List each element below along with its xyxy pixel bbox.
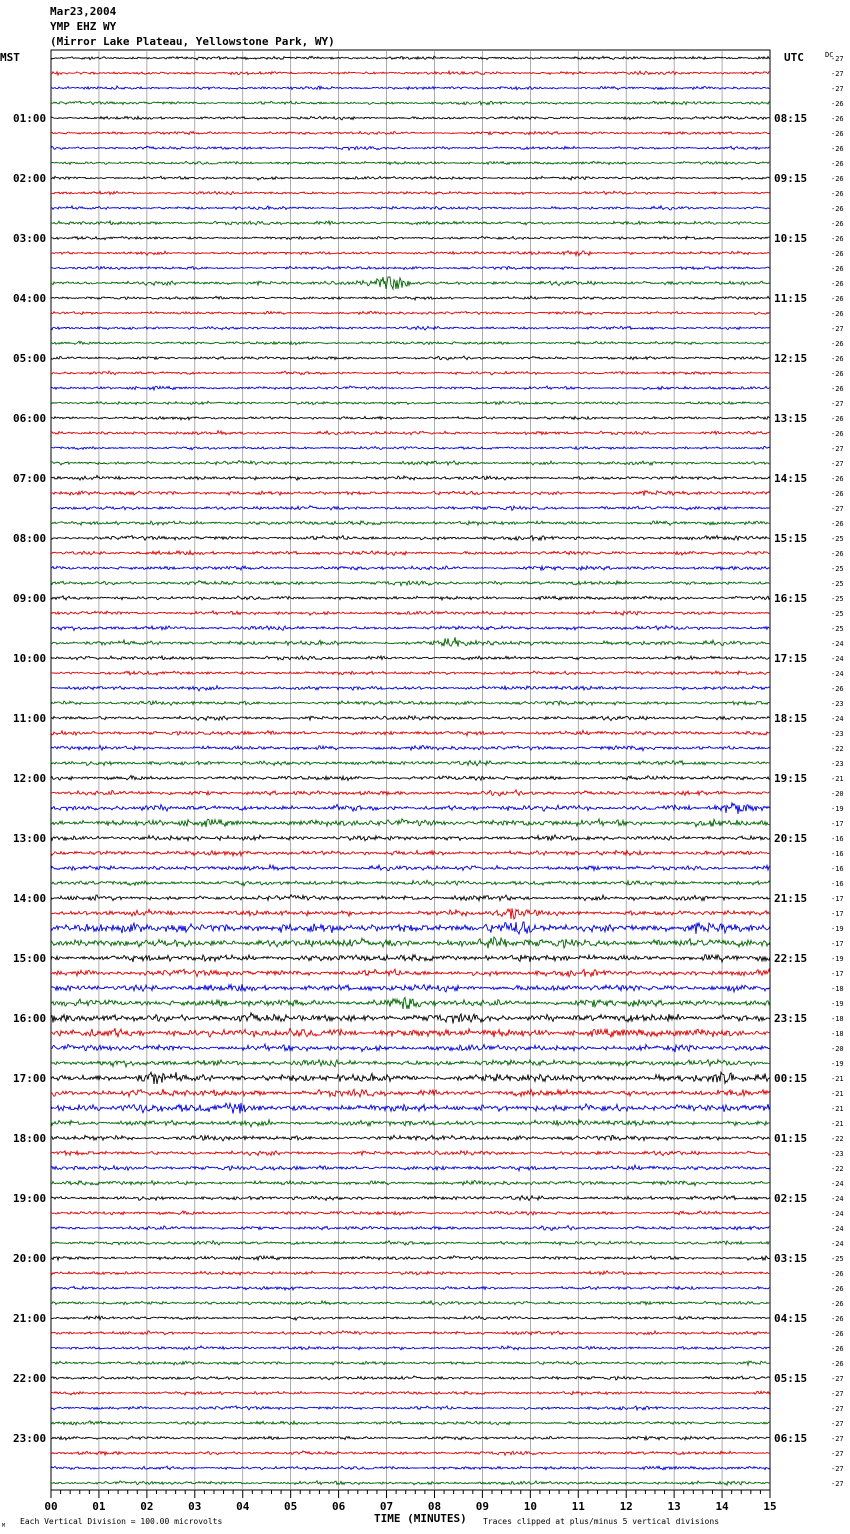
- scale-note: Each Vertical Division = 100.00 microvolts: [20, 1517, 223, 1526]
- dc-offset-label: -23: [831, 760, 844, 768]
- left-hour-label: 17:00: [13, 1072, 47, 1085]
- dc-offset-label: -26: [831, 550, 844, 558]
- right-hour-label: 20:15: [774, 832, 808, 845]
- trace-row: [51, 386, 770, 390]
- trace-row: [51, 341, 770, 345]
- left-hour-label: 13:00: [13, 832, 47, 845]
- dc-offset-label: -26: [831, 220, 844, 228]
- trace-row: [51, 716, 770, 721]
- dc-offset-label: -24: [831, 1180, 844, 1188]
- dc-offset-label: -24: [831, 1225, 844, 1233]
- dc-offset-label: -26: [831, 1300, 844, 1308]
- trace-row: [51, 908, 770, 919]
- trace-row: [51, 236, 770, 239]
- trace-row: [51, 997, 770, 1009]
- right-hour-label: 10:15: [774, 232, 808, 245]
- dc-offset-label: -19: [831, 805, 844, 813]
- trace-row: [51, 937, 770, 948]
- trace-row: [51, 1226, 770, 1231]
- dc-offset-label: -25: [831, 625, 844, 633]
- trace-row: [51, 566, 770, 570]
- trace-row: [51, 969, 770, 976]
- left-hour-label: 23:00: [13, 1432, 47, 1445]
- dc-offset-label: -26: [831, 415, 844, 423]
- trace-row: [51, 746, 770, 751]
- dc-offset-label: -26: [831, 1270, 844, 1278]
- dc-offset-label: -17: [831, 970, 844, 978]
- dc-offset-label: -21: [831, 1075, 844, 1083]
- x-tick-label: 10: [523, 1500, 537, 1513]
- right-hour-label: 01:15: [774, 1132, 808, 1145]
- dc-offset-label: -19: [831, 1000, 844, 1008]
- x-tick-label: 15: [763, 1500, 777, 1513]
- x-tick-label: 01: [92, 1500, 106, 1513]
- dc-offset-label: -20: [831, 790, 844, 798]
- dc-offset-label: -26: [831, 310, 844, 318]
- trace-row: [51, 671, 770, 675]
- dc-offset-label: -26: [831, 205, 844, 213]
- trace-row: [51, 551, 770, 556]
- trace-row: [51, 116, 770, 120]
- dc-offset-label: -24: [831, 670, 844, 678]
- dc-offset-label: -26: [831, 340, 844, 348]
- dc-offset-label: -18: [831, 985, 844, 993]
- trace-row: [51, 521, 770, 525]
- dc-offset-label: -26: [831, 235, 844, 243]
- dc-offset-label: -26: [831, 265, 844, 273]
- trace-row: [51, 1406, 770, 1410]
- dc-offset-label: -24: [831, 1195, 844, 1203]
- dc-offset-label: -18: [831, 1030, 844, 1038]
- dc-offset-label: -27: [831, 505, 844, 513]
- trace-row: [51, 761, 770, 766]
- trace-row: [51, 1013, 770, 1024]
- x-axis: [44, 1490, 776, 1513]
- trace-row: [51, 850, 770, 856]
- trace-row: [51, 176, 770, 180]
- x-tick-label: 04: [236, 1500, 250, 1513]
- dc-offset-label: -26: [831, 385, 844, 393]
- dc-offset-label: -22: [831, 1165, 844, 1173]
- dc-offset-label: -26: [831, 370, 844, 378]
- dc-offset-label: -27: [831, 1375, 844, 1383]
- trace-row: [51, 461, 770, 466]
- left-hour-label: 19:00: [13, 1192, 47, 1205]
- trace-row: [51, 1451, 770, 1456]
- trace-row: [51, 251, 770, 256]
- x-tick-label: 06: [331, 1500, 346, 1513]
- x-tick-label: 02: [140, 1500, 154, 1513]
- dc-offset-label: -24: [831, 655, 844, 663]
- dc-offset-label: -16: [831, 880, 844, 888]
- trace-row: [51, 776, 770, 781]
- dc-offset-label: -26: [831, 295, 844, 303]
- dc-offset-label: -21: [831, 1120, 844, 1128]
- left-hour-label: 04:00: [13, 292, 47, 305]
- right-hour-label: 14:15: [774, 472, 808, 485]
- dc-label: DC: [825, 51, 834, 59]
- trace-row: [51, 819, 770, 827]
- dc-offset-label: -26: [831, 475, 844, 483]
- left-hour-label: 15:00: [13, 952, 47, 965]
- seismic-traces: [51, 56, 770, 1485]
- dc-offset-label: -27: [831, 400, 844, 408]
- right-hour-label: 19:15: [774, 772, 808, 785]
- dc-offset-label: -26: [831, 685, 844, 693]
- dc-offset-label: -16: [831, 865, 844, 873]
- dc-offset-label: -27: [831, 1450, 844, 1458]
- dc-offset-label: -26: [831, 280, 844, 288]
- dc-offset-label: -26: [831, 1345, 844, 1353]
- dc-offset-label: -24: [831, 715, 844, 723]
- dc-offset-label: -25: [831, 565, 844, 573]
- dc-offset-label: -23: [831, 1150, 844, 1158]
- trace-row: [51, 266, 770, 269]
- left-hour-label: 18:00: [13, 1132, 47, 1145]
- trace-row: [51, 221, 770, 225]
- dc-offset-label: -27: [831, 70, 844, 78]
- right-hour-label: 11:15: [774, 292, 808, 305]
- dc-offset-label: -24: [831, 640, 844, 648]
- x-tick-label: 11: [571, 1500, 585, 1513]
- trace-row: [51, 161, 770, 164]
- trace-row: [51, 1346, 770, 1350]
- right-hour-label: 06:15: [774, 1432, 808, 1445]
- trace-row: [51, 686, 770, 691]
- right-hour-label: 12:15: [774, 352, 808, 365]
- dc-offset-label: -19: [831, 925, 844, 933]
- trace-row: [51, 476, 770, 481]
- clip-note: Traces clipped at plus/minus 5 vertical divisions: [483, 1517, 720, 1526]
- trace-row: [51, 1436, 770, 1440]
- trace-row: [51, 356, 770, 360]
- dc-offset-labels: [831, 55, 844, 1488]
- x-tick-label: 03: [188, 1500, 202, 1513]
- dc-offset-label: -25: [831, 535, 844, 543]
- x-tick-label: 13: [667, 1500, 681, 1513]
- trace-row: [51, 131, 770, 134]
- trace-row: [51, 191, 770, 195]
- trace-row: [51, 431, 770, 435]
- corner-mark: M: [2, 1523, 6, 1529]
- right-hour-label: 17:15: [774, 652, 808, 665]
- x-tick-label: 05: [284, 1500, 298, 1513]
- dc-offset-label: -24: [831, 1240, 844, 1248]
- trace-row: [51, 371, 770, 375]
- left-hour-label: 12:00: [13, 772, 47, 785]
- trace-row: [51, 296, 770, 300]
- trace-row: [51, 581, 770, 586]
- right-hour-label: 18:15: [774, 712, 808, 725]
- dc-offset-label: -16: [831, 835, 844, 843]
- trace-row: [51, 1286, 770, 1290]
- trace-row: [51, 1089, 770, 1097]
- left-hour-label: 07:00: [13, 472, 47, 485]
- dc-offset-label: -27: [831, 55, 844, 63]
- right-timezone-label: UTC: [784, 51, 804, 64]
- trace-row: [51, 656, 770, 660]
- dc-offset-label: -27: [831, 445, 844, 453]
- trace-row: [51, 56, 770, 60]
- dc-offset-label: -26: [831, 160, 844, 168]
- trace-row: [51, 1271, 770, 1275]
- dc-offset-label: -16: [831, 850, 844, 858]
- trace-row: [51, 895, 770, 901]
- right-hour-label: 13:15: [774, 412, 808, 425]
- trace-row: [51, 71, 770, 75]
- trace-row: [51, 146, 770, 150]
- dc-offset-label: -17: [831, 895, 844, 903]
- trace-row: [51, 277, 770, 289]
- dc-offset-label: -25: [831, 580, 844, 588]
- dc-offset-label: -26: [831, 430, 844, 438]
- trace-row: [51, 506, 770, 511]
- dc-offset-label: -26: [831, 490, 844, 498]
- right-hour-label: 23:15: [774, 1012, 808, 1025]
- trace-row: [51, 1060, 770, 1067]
- dc-offset-label: -19: [831, 1060, 844, 1068]
- dc-offset-label: -26: [831, 1330, 844, 1338]
- dc-offset-label: -26: [831, 145, 844, 153]
- dc-offset-label: -25: [831, 595, 844, 603]
- left-hour-labels: [13, 112, 46, 1445]
- trace-row: [51, 101, 770, 105]
- right-hour-label: 03:15: [774, 1252, 808, 1265]
- trace-row: [51, 1241, 770, 1245]
- trace-row: [51, 790, 770, 796]
- right-hour-label: 21:15: [774, 892, 808, 905]
- dc-offset-label: -25: [831, 610, 844, 618]
- trace-row: [51, 835, 770, 841]
- left-hour-label: 01:00: [13, 112, 47, 125]
- x-tick-label: 00: [44, 1500, 58, 1513]
- left-hour-label: 20:00: [13, 1252, 47, 1265]
- left-hour-label: 02:00: [13, 172, 47, 185]
- trace-row: [51, 206, 770, 210]
- trace-row: [51, 865, 770, 871]
- trace-row: [51, 1421, 770, 1425]
- dc-offset-label: -27: [831, 1390, 844, 1398]
- trace-row: [51, 1072, 770, 1084]
- dc-offset-label: -26: [831, 175, 844, 183]
- dc-offset-label: -17: [831, 940, 844, 948]
- trace-row: [51, 86, 770, 90]
- dc-offset-label: -20: [831, 1045, 844, 1053]
- dc-offset-label: -26: [831, 100, 844, 108]
- dc-offset-label: -26: [831, 1285, 844, 1293]
- trace-row: [51, 416, 770, 420]
- dc-offset-label: -26: [831, 190, 844, 198]
- left-hour-label: 03:00: [13, 232, 47, 245]
- trace-row: [51, 1391, 770, 1395]
- trace-row: [51, 446, 770, 449]
- dc-offset-label: -21: [831, 1105, 844, 1113]
- dc-offset-label: -27: [831, 85, 844, 93]
- station-location: (Mirror Lake Plateau, Yellowstone Park, WY): [50, 35, 335, 48]
- trace-row: [51, 1466, 770, 1470]
- right-hour-label: 04:15: [774, 1312, 808, 1325]
- trace-row: [51, 311, 770, 315]
- dc-offset-label: -27: [831, 460, 844, 468]
- trace-row: [51, 1211, 770, 1215]
- right-hour-label: 08:15: [774, 112, 808, 125]
- trace-row: [51, 1196, 770, 1201]
- x-tick-label: 14: [715, 1500, 729, 1513]
- right-hour-label: 00:15: [774, 1072, 808, 1085]
- left-hour-label: 09:00: [13, 592, 47, 605]
- right-hour-label: 22:15: [774, 952, 808, 965]
- right-hour-label: 05:15: [774, 1372, 808, 1385]
- trace-row: [51, 536, 770, 541]
- station-code: YMP EHZ WY: [50, 20, 117, 33]
- right-hour-label: 15:15: [774, 532, 808, 545]
- trace-row: [51, 401, 770, 405]
- trace-row: [51, 1301, 770, 1305]
- trace-row: [51, 626, 770, 631]
- trace-row: [51, 730, 770, 735]
- dc-offset-label: -26: [831, 355, 844, 363]
- trace-row: [51, 984, 770, 992]
- trace-row: [51, 637, 770, 646]
- trace-row: [51, 1481, 770, 1486]
- x-tick-label: 08: [427, 1500, 442, 1513]
- left-hour-label: 14:00: [13, 892, 47, 905]
- dc-offset-label: -23: [831, 730, 844, 738]
- left-hour-label: 05:00: [13, 352, 47, 365]
- right-hour-label: 02:15: [774, 1192, 808, 1205]
- dc-offset-label: -21: [831, 775, 844, 783]
- trace-row: [51, 1165, 770, 1171]
- trace-row: [51, 491, 770, 496]
- dc-offset-label: -26: [831, 115, 844, 123]
- left-hour-label: 11:00: [13, 712, 47, 725]
- trace-row: [51, 1044, 770, 1052]
- dc-offset-label: -27: [831, 1465, 844, 1473]
- trace-row: [51, 1256, 770, 1260]
- trace-row: [51, 922, 770, 934]
- dc-offset-label: -21: [831, 1090, 844, 1098]
- x-tick-label: 09: [475, 1500, 490, 1513]
- trace-row: [51, 326, 770, 330]
- trace-row: [51, 1028, 770, 1037]
- trace-row: [51, 955, 770, 962]
- dc-offset-label: -24: [831, 1210, 844, 1218]
- right-hour-labels: [774, 112, 807, 1445]
- left-hour-label: 10:00: [13, 652, 47, 665]
- trace-row: [51, 803, 770, 814]
- x-tick-label: 07: [379, 1500, 394, 1513]
- trace-row: [51, 1376, 770, 1380]
- right-hour-label: 09:15: [774, 172, 808, 185]
- chart-date: Mar23,2004: [50, 5, 117, 18]
- dc-offset-label: -19: [831, 955, 844, 963]
- dc-offset-label: -26: [831, 250, 844, 258]
- right-hour-label: 16:15: [774, 592, 808, 605]
- left-hour-label: 06:00: [13, 412, 47, 425]
- trace-row: [51, 1181, 770, 1186]
- dc-offset-label: -18: [831, 1015, 844, 1023]
- trace-row: [51, 1361, 770, 1365]
- trace-row: [51, 1151, 770, 1156]
- dc-offset-label: -26: [831, 130, 844, 138]
- dc-offset-label: -26: [831, 520, 844, 528]
- dc-offset-label: -27: [831, 325, 844, 333]
- dc-offset-label: -17: [831, 910, 844, 918]
- trace-row: [51, 701, 770, 705]
- trace-row: [51, 880, 770, 886]
- dc-offset-label: -26: [831, 1315, 844, 1323]
- dc-offset-label: -26: [831, 1360, 844, 1368]
- x-axis-title: TIME (MINUTES): [374, 1512, 467, 1525]
- dc-offset-label: -27: [831, 1480, 844, 1488]
- dc-offset-label: -17: [831, 820, 844, 828]
- trace-row: [51, 1135, 770, 1141]
- trace-row: [51, 1103, 770, 1114]
- dc-offset-label: -27: [831, 1405, 844, 1413]
- x-tick-label: 12: [619, 1500, 633, 1513]
- dc-offset-label: -25: [831, 1255, 844, 1263]
- trace-row: [51, 1331, 770, 1335]
- trace-row: [51, 1120, 770, 1127]
- left-timezone-label: MST: [0, 51, 20, 64]
- left-hour-label: 21:00: [13, 1312, 47, 1325]
- left-hour-label: 16:00: [13, 1012, 47, 1025]
- trace-row: [51, 596, 770, 600]
- dc-offset-label: -27: [831, 1435, 844, 1443]
- trace-row: [51, 611, 770, 616]
- dc-offset-label: -22: [831, 1135, 844, 1143]
- left-hour-label: 22:00: [13, 1372, 47, 1385]
- dc-offset-label: -22: [831, 745, 844, 753]
- trace-row: [51, 1316, 770, 1320]
- dc-offset-label: -23: [831, 700, 844, 708]
- dc-offset-label: -27: [831, 1420, 844, 1428]
- left-hour-label: 08:00: [13, 532, 47, 545]
